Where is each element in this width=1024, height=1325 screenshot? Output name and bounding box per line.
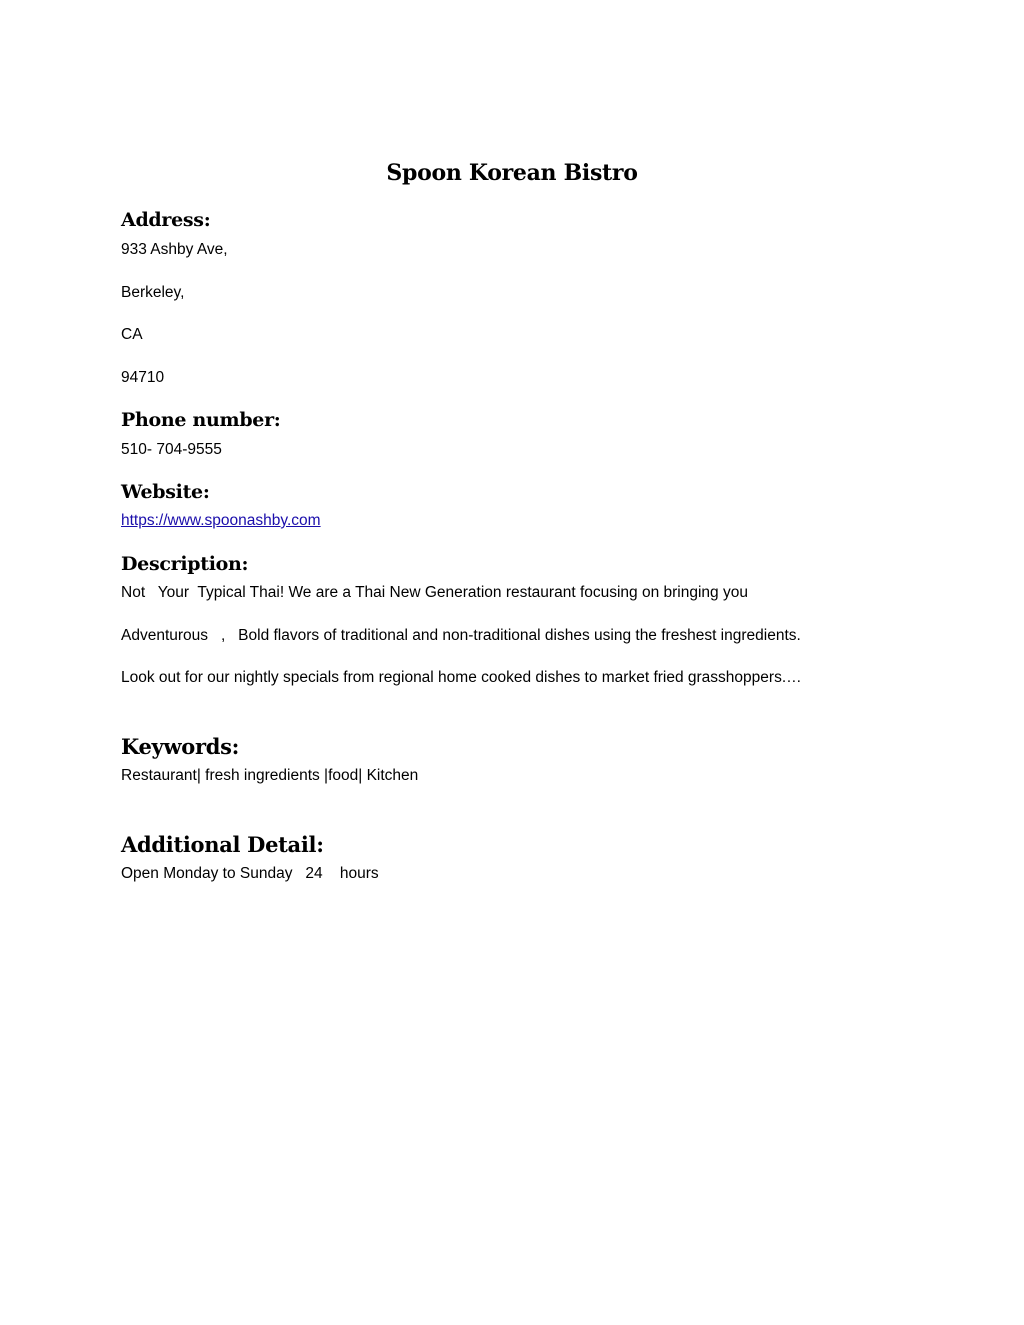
phone-number: 510- 704-9555 xyxy=(121,441,222,458)
address-line-zip: 94710 xyxy=(121,369,165,386)
keywords-heading: Keywords: xyxy=(121,734,240,759)
additional-detail-heading: Additional Detail: xyxy=(121,832,324,857)
description-line-3: Look out for our nightly specials from regional home cooked dishes to market fried grasshoppers.… xyxy=(121,669,802,686)
description-line-1: Not Your Typical Thai! We are a Thai New Generation restaurant focusing on bringing you xyxy=(121,584,748,601)
phone-heading: Phone number: xyxy=(121,409,281,431)
description-heading: Description: xyxy=(121,553,249,575)
website-link[interactable]: https://www.spoonashby.com xyxy=(121,512,321,529)
address-line-state: CA xyxy=(121,326,143,343)
website-heading: Website: xyxy=(121,481,210,503)
address-line-city: Berkeley, xyxy=(121,284,185,301)
address-line-street: 933 Ashby Ave, xyxy=(121,241,228,258)
address-heading: Address: xyxy=(121,209,211,231)
keywords-text: Restaurant| fresh ingredients |food| Kitchen xyxy=(121,767,419,784)
additional-detail-text: Open Monday to Sunday 24 hours xyxy=(121,865,379,882)
description-line-2: Adventurous , Bold flavors of traditional and non-traditional dishes using the freshest ingredients. xyxy=(121,627,801,644)
business-title: Spoon Korean Bistro xyxy=(386,160,638,186)
